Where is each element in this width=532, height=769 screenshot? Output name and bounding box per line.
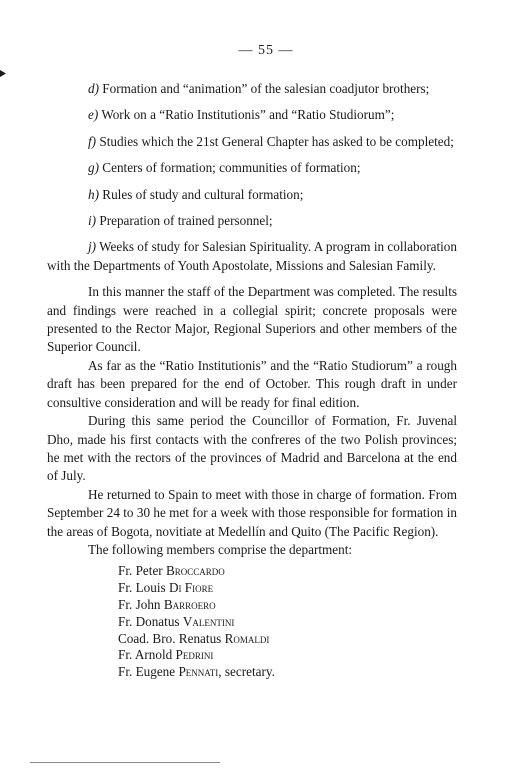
paragraph-members-intro: The following members comprise the department:: [88, 541, 353, 557]
list-item: Fr. John Barroero: [118, 596, 216, 612]
members-list: [47, 563, 457, 681]
paragraph-staff-completed: In this manner the staff of the Department was completed. The results and findings were reached in a collegial spirit; concrete proposals were presented to the Rector Major, Regional Superiors and other members of the Superior Council.: [47, 284, 457, 355]
page-number: — 55 —: [238, 43, 294, 58]
list-item-e: e) Work on a “Ratio Institutionis” and “Ratio Studiorum”;: [88, 107, 395, 123]
list-item: Fr. Peter Broccardo: [118, 563, 225, 579]
list-item: Coad. Bro. Renatus Romaldi: [118, 630, 270, 646]
paragraph-councillor-contacts: During this same period the Councillor of Formation, Fr. Juvenal Dho, made his first contacts with the confreres of the two Polish provinces; he met with the rectors of the provinces of Madrid and Barcelona at the end of July.: [47, 413, 457, 484]
list-item: Fr. Louis Di Fiore: [118, 580, 214, 596]
list-item-f: f) Studies which the 21st General Chapter has asked to be completed;: [88, 133, 454, 149]
paragraph-ratio-draft: As far as the “Ratio Institutionis” and the “Ratio Studiorum” a rough draft has been prepared for the end of October. This rough draft in under consultive consideration and will be ready for final edition.: [47, 357, 457, 410]
list-item-d: d) Formation and “animation” of the salesian coadjutor brothers;: [88, 81, 430, 96]
list-item-i: i) Preparation of trained personnel;: [88, 213, 273, 229]
page-body: [47, 80, 457, 681]
list-item: Fr. Eugene Pennati, secretary.: [118, 664, 275, 680]
list-item-g: g) Centers of formation; communities of formation;: [88, 160, 361, 176]
list-item: Fr. Arnold Pedrini: [118, 647, 214, 663]
footer-rule: [30, 762, 220, 763]
paragraph-spain-return: He returned to Spain to meet with those in charge of formation. From September 24 to 30 he met for a week with those responsible for formation in the areas of Bogota, novitiate at Medellín and Quito (The Pacific Region).: [47, 486, 457, 539]
margin-arrow-mark: [0, 70, 6, 77]
list-item: Fr. Donatus Valentini: [118, 613, 235, 629]
list-item-j: j) Weeks of study for Salesian Spirituality. A program in collaboration with the Departments of Youth Apostolate, Missions and Salesian Family.: [47, 239, 457, 273]
list-item-h: h) Rules of study and cultural formation;: [88, 186, 304, 202]
